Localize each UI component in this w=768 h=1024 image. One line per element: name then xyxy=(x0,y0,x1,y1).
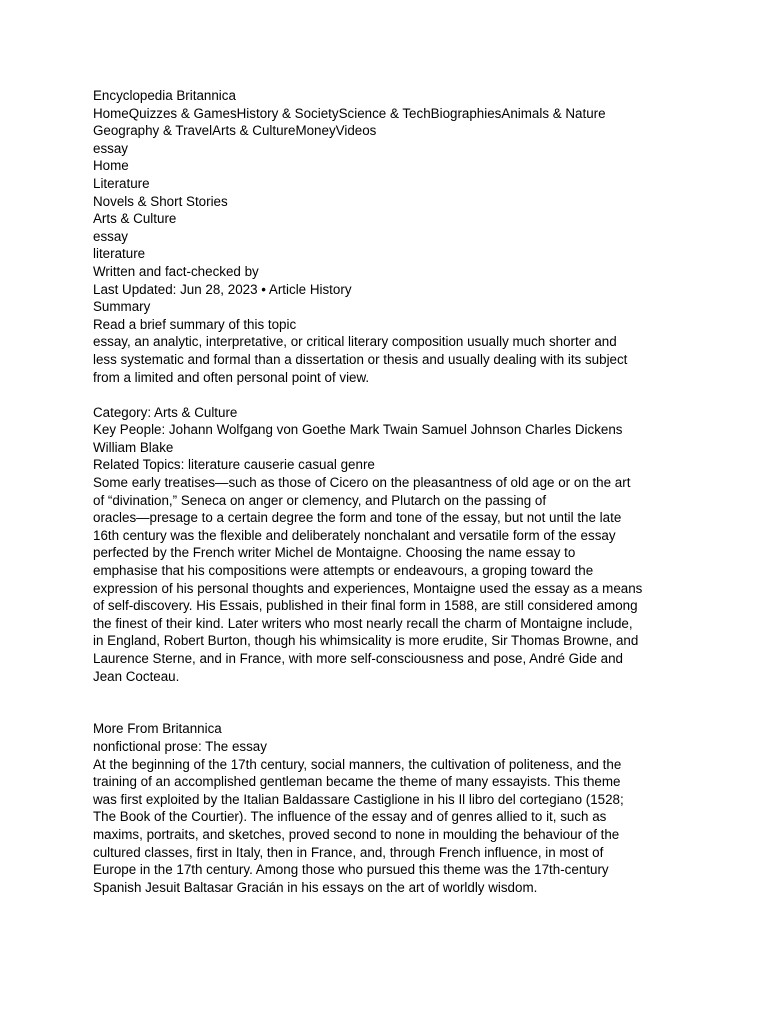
body-paragraph xyxy=(93,474,677,685)
byline: Written and fact-checked by xyxy=(93,263,259,279)
nav-item-quizzes[interactable]: Quizzes & Games xyxy=(128,105,237,121)
nav-item-money[interactable]: Money xyxy=(295,123,336,139)
nav-item-home[interactable]: Home xyxy=(93,105,129,121)
definition-line: from a limited and often personal point of view. xyxy=(93,369,370,385)
more-line: The Book of the Courtier). The influence of the essay and of genres allied to it, such as xyxy=(93,809,607,825)
breadcrumb-item-literature[interactable]: Literature xyxy=(93,175,150,191)
body-line: expression of his personal thoughts and experiences, Montaigne used the essay as a means xyxy=(93,580,643,596)
more-line: maxims, portraits, and sketches, proved second to none in moulding the behaviour of the xyxy=(93,826,620,842)
nav-item-history[interactable]: History & Society xyxy=(236,105,339,121)
nav-item-videos[interactable]: Videos xyxy=(335,123,377,139)
more-line: cultured classes, first in Italy, then in France, and, through French influence, in most of xyxy=(93,844,604,860)
body-line: 16th century was the flexible and deliberately nonchalant and versatile form of the essay xyxy=(93,527,616,543)
summary-heading: Summary xyxy=(93,299,151,315)
body-line: oracles—presage to a certain degree the form and tone of the essay, but not until the late xyxy=(93,510,622,526)
summary-link[interactable]: Read a brief summary of this topic xyxy=(93,316,297,332)
key-people-line[interactable]: Key People: Johann Wolfgang von Goethe Mark Twain Samuel Johnson Charles Dickens xyxy=(93,422,623,438)
document-page xyxy=(93,87,677,896)
body-line: Jean Cocteau. xyxy=(93,668,180,684)
body-line: the finest of their kind. Later writers who most nearly recall the charm of Montaigne include, xyxy=(93,615,633,631)
breadcrumb xyxy=(93,157,677,227)
body-line: emphasise that his compositions were attempts or endeavours, a groping toward the xyxy=(93,563,594,579)
more-line: Spanish Jesuit Baltasar Gracián in his essays on the art of worldly wisdom. xyxy=(93,879,538,895)
definition-line: less systematic and formal than a dissertation or thesis and usually dealing with its subject xyxy=(93,351,628,367)
breadcrumb-item-home[interactable]: Home xyxy=(93,158,129,174)
more-link[interactable]: nonfictional prose: The essay xyxy=(93,738,267,754)
nav-item-animals[interactable]: Animals & Nature xyxy=(501,105,606,121)
related-topics[interactable]: Related Topics: literature causerie casual genre xyxy=(93,457,375,473)
key-people-line[interactable]: William Blake xyxy=(93,439,174,455)
definition-paragraph xyxy=(93,333,677,386)
more-paragraph xyxy=(93,756,677,897)
more-line: At the beginning of the 17th century, social manners, the cultivation of politeness, and the xyxy=(93,756,622,772)
nav-item-biographies[interactable]: Biographies xyxy=(430,105,502,121)
spacer xyxy=(93,685,677,720)
key-people xyxy=(93,421,677,456)
nav-item-geography[interactable]: Geography & Travel xyxy=(93,123,213,139)
body-line: of self-discovery. His Essais, published in their final form in 1588, are still considered among xyxy=(93,598,638,614)
category[interactable]: Category: Arts & Culture xyxy=(93,404,238,420)
body-line: perfected by the French writer Michel de Montaigne. Choosing the name essay to xyxy=(93,545,576,561)
breadcrumb-item-novels[interactable]: Novels & Short Stories xyxy=(93,193,228,209)
more-line: training of an accomplished gentleman became the theme of many essayists. This theme xyxy=(93,774,621,790)
site-title[interactable]: Encyclopedia Britannica xyxy=(93,88,236,103)
spacer xyxy=(93,386,677,404)
last-updated[interactable]: Last Updated: Jun 28, 2023 • Article History xyxy=(93,281,352,297)
body-line: Some early treatises—such as those of Cicero on the pleasantness of old age or on the art xyxy=(93,475,631,491)
article-title: essay xyxy=(93,228,128,244)
search-term: essay xyxy=(93,140,128,156)
more-line: was first exploited by the Italian Baldassare Castiglione in his Il libro del cortegiano (1528; xyxy=(93,791,624,807)
nav-item-arts[interactable]: Arts & Culture xyxy=(212,123,296,139)
more-line: Europe in the 17th century. Among those who pursued this theme was the 17th-century xyxy=(93,862,609,878)
body-line: in England, Robert Burton, though his whimsicality is more erudite, Sir Thomas Browne, and xyxy=(93,633,639,649)
nav-item-science[interactable]: Science & Tech xyxy=(338,105,431,121)
more-heading: More From Britannica xyxy=(93,721,222,737)
article-type: literature xyxy=(93,246,146,262)
main-nav xyxy=(93,105,677,140)
body-line: of “divination,” Seneca on anger or clemency, and Plutarch on the passing of xyxy=(93,492,547,508)
body-line: Laurence Sterne, and in France, with more self-consciousness and pose, André Gide and xyxy=(93,651,623,666)
breadcrumb-item-arts[interactable]: Arts & Culture xyxy=(93,211,177,227)
definition-line: essay, an analytic, interpretative, or critical literary composition usually much shorter and xyxy=(93,334,617,350)
